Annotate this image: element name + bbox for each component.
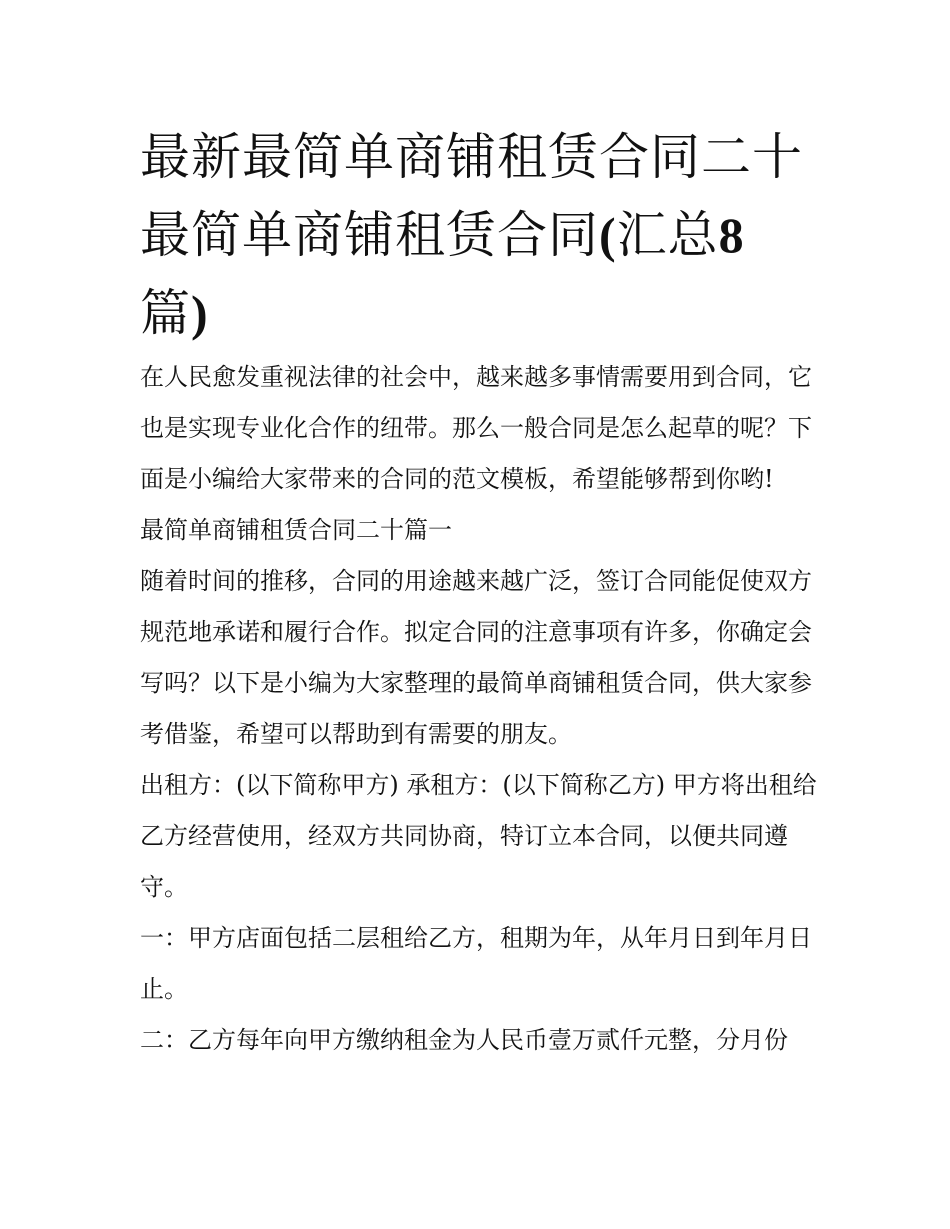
title-close-paren: ) xyxy=(191,285,209,341)
clause-one: 一：甲方店面包括二层租给乙方，租期为年，从年月日到年月日止。 xyxy=(140,924,812,1003)
title-text: 最新最简单商铺租赁合同二十最简单商铺租赁合同 xyxy=(140,128,803,264)
title-unit: 篇 xyxy=(140,284,191,342)
title-count: 8 xyxy=(718,207,745,263)
body-paragraph: 随着时间的推移，合同的用途越来越广泛，签订合同能促使双方规范地承诺和履行合作。拟定合同的注意事项有许多，你确定会写吗？以下是小编为大家整理的最简单商铺租赁合同，供大家参考借鉴，希望可以帮助到有需要的朋友。 xyxy=(140,567,812,748)
document-body xyxy=(140,352,820,1066)
intro-paragraph: 在人民愈发重视法律的社会中，越来越多事情需要用到合同，它也是实现专业化合作的纽带。那么一般合同是怎么起草的呢？下面是小编给大家带来的合同的范文模板，希望能够帮到你哟! xyxy=(140,363,812,493)
clause-two: 二：乙方每年向甲方缴纳租金为人民币壹万贰仟元整，分月份 xyxy=(140,1026,788,1054)
section-heading: 最简单商铺租赁合同二十篇一 xyxy=(140,516,452,544)
parties-paragraph: 出租方：(以下简称甲方) 承租方：(以下简称乙方) 甲方将出租给乙方经营使用，经双方共同协商，特订立本合同，以便共同遵守。 xyxy=(140,771,817,901)
title-summary: 汇总 xyxy=(616,206,719,264)
document-title xyxy=(140,118,820,352)
title-open-paren: ( xyxy=(599,207,617,263)
